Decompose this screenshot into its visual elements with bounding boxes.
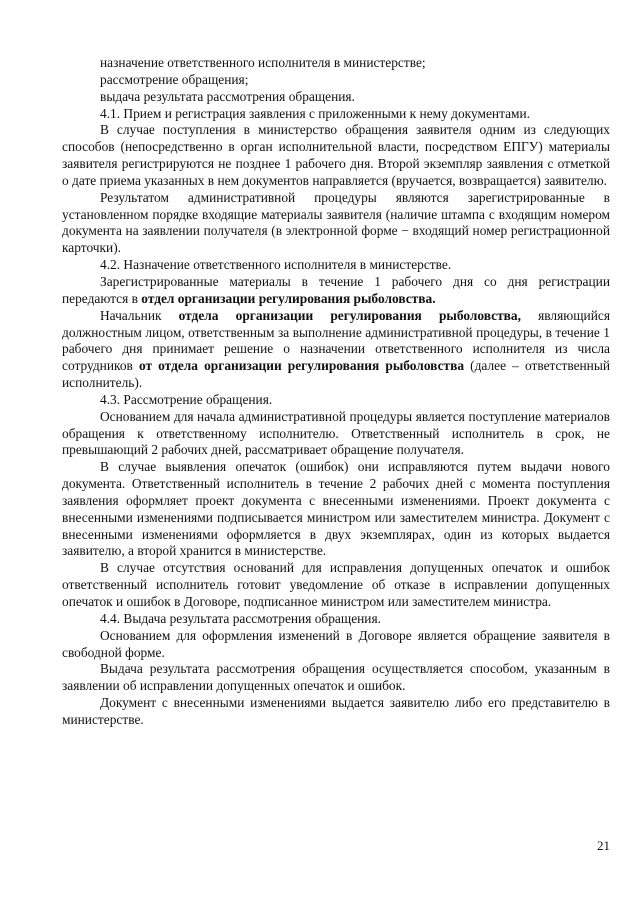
paragraph [62,274,610,308]
text-run: Зарегистрированные материалы в течение 1 рабочего дня со дня регистрации передаются в [62,273,610,306]
text-run: рассмотрение обращения; [100,71,249,87]
paragraph [62,89,610,106]
paragraph [62,106,610,123]
text-run: выдача результата рассмотрения обращения. [100,88,355,104]
paragraph [62,257,610,274]
bold-text: отдел организации регулирования рыболовства. [141,290,436,306]
bold-text: отдела организации регулирования рыболовства, [178,307,521,323]
text-run: Результатом административной процедуры являются зарегистрированные в установленном порядке входящие материалы заявителя (наличие штампа с входящим номером документа на заявлении получателя (в электронной форме − входящий номер регистрационной карточки). [62,189,610,256]
text-run: 4.1. Прием и регистрация заявления с приложенными к нему документами. [100,105,531,121]
text-run: Выдача результата рассмотрения обращения осуществляется способом, указанным в заявлении об исправлении допущенных опечаток и ошибок. [62,661,610,694]
text-run: 4.4. Выдача результата рассмотрения обращения. [100,610,381,626]
paragraph [62,611,610,628]
text-run: Начальник [100,307,179,323]
page-number: 21 [597,838,610,853]
paragraph [62,628,610,662]
text-run: В случае выявления опечаток (ошибок) они исправляются путем выдачи нового документа. Ответственный исполнитель в течение 2 рабочих дней с момента поступления заявления оформляет проект документа с внесенными изменениями. Проект документа с внесенными изменениями подписывается министром или заместителем министра. Документ с внесенными изменениями оформляется в двух экземплярах, один из которых выдается заявителю, а второй хранится в министерстве. [62,459,610,559]
text-run: В случае поступления в министерство обращения заявителя одним из следующих способов (непосредственно в орган исполнительной власти, посредством ЕПГУ) материалы заявителя регистрируются не позднее 1 рабочего дня. Второй экземпляр заявления с отметкой о дате приема указанных в нем документов направляется (вручается, возвращается) заявителю. [62,122,610,188]
paragraph [62,459,610,560]
paragraph [62,72,610,89]
text-run: (далее – ответственный исполнитель). [62,358,611,391]
text-run: являющийся должностным лицом, ответственным за выполнение административной процедуры, в течение 1 рабочего дня принимает решение о назначении ответственного исполнителя из числа сотрудников [62,307,610,374]
text-run: Основанием для начала административной процедуры является поступление материалов обращения к ответственному исполнителю. Ответственный исполнитель в срок, не превышающий 2 рабочих дней, рассматривает обращение получателя. [62,408,610,458]
bold-text: от отдела организации регулирования рыболовства [138,358,465,374]
text-run: В случае отсутствия оснований для исправления допущенных опечаток и ошибок ответственный исполнитель готовит уведомление об отказе в исправлении допущенных опечаток и ошибок в Договоре, подписанное министром или заместителем министра. [62,560,610,609]
text-run: Документ с внесенными изменениями выдается заявителю либо его представителю в министерстве. [62,695,610,727]
paragraph [62,560,610,611]
paragraph [62,55,610,72]
paragraph [62,190,610,257]
text-run: 4.3. Рассмотрение обращения. [100,391,273,407]
paragraph [62,308,610,392]
text-run: Основанием для оформления изменений в Договоре является обращение заявителя в свободной форме. [62,627,610,660]
text-run: 4.2. Назначение ответственного исполнителя в министерстве. [100,257,452,273]
paragraph [62,392,610,409]
paragraph [62,409,610,460]
document-body [62,55,610,729]
text-run: назначение ответственного исполнителя в министерстве; [100,55,426,70]
paragraph [62,122,610,189]
paragraph [62,695,610,729]
paragraph [62,661,610,695]
